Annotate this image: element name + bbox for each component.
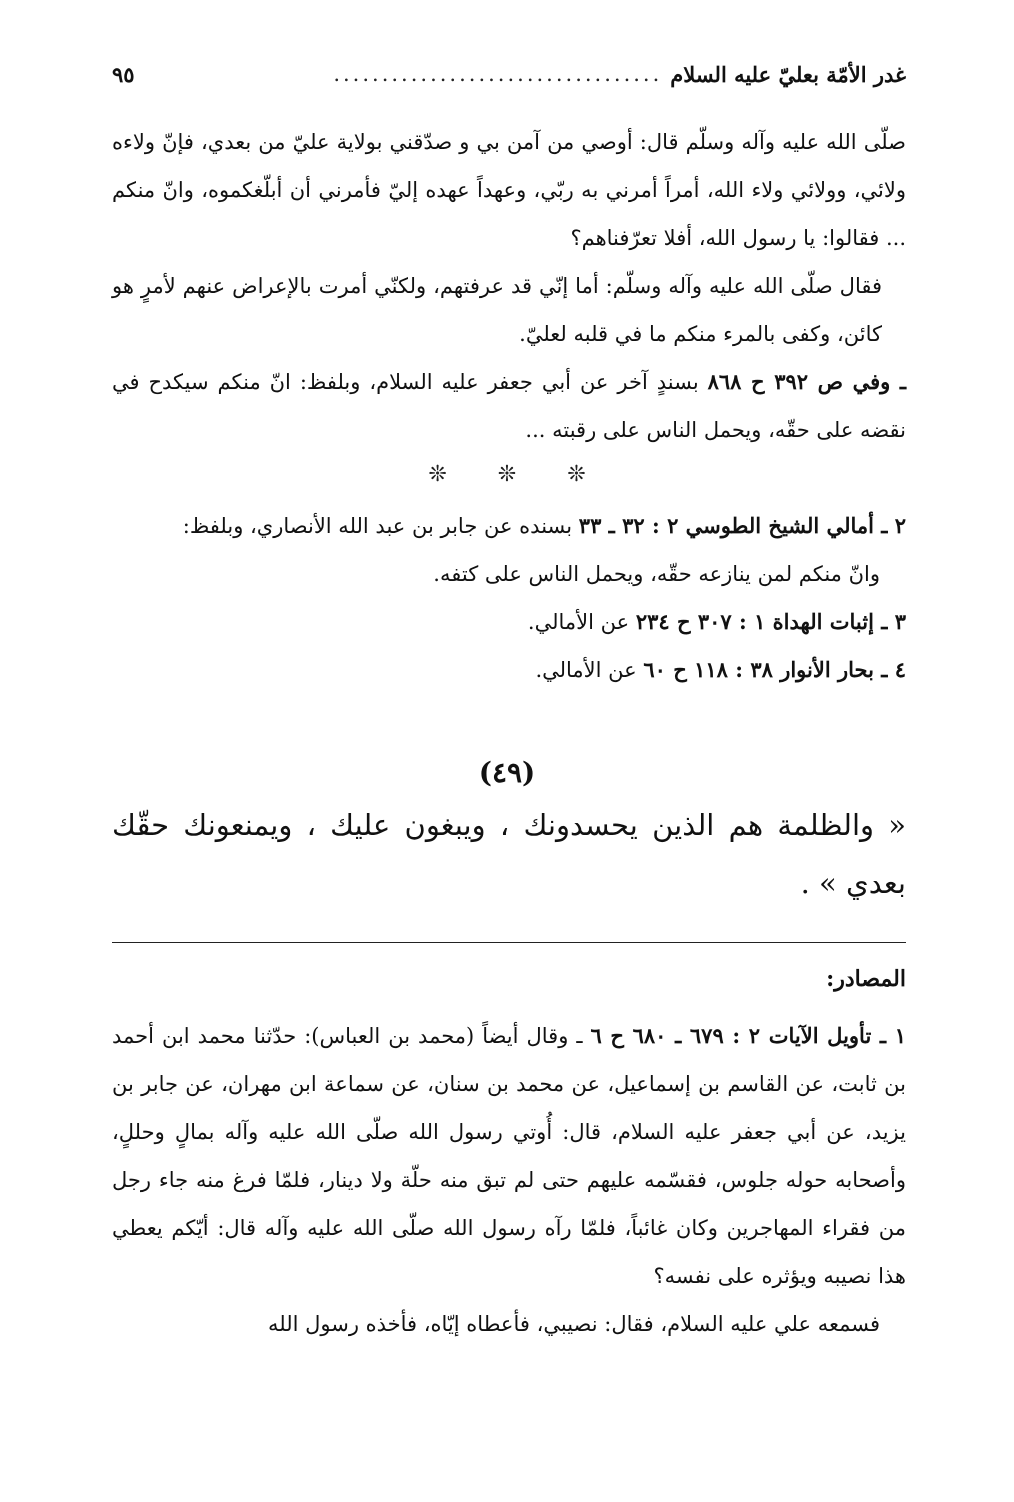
- page-header: [112, 56, 906, 92]
- source-bold: ١ ـ تأويل الآيات ٢ : ٦٧٩ ـ ٦٨٠ ح ٦: [590, 1023, 907, 1048]
- source-item: [112, 1012, 906, 1300]
- section-divider-stars: [0, 462, 1014, 487]
- reference-item: [112, 646, 906, 694]
- paragraph: [112, 358, 906, 454]
- sources-list: [112, 1012, 906, 1348]
- reference-continuation: وانّ منكم لمن ينازعه حقّه، ويحمل الناس على كتفه.: [433, 562, 880, 586]
- reference-text: عن الأمالي.: [527, 610, 636, 634]
- footnote-separator: [112, 942, 906, 943]
- asterism-icon: ❊: [567, 462, 586, 487]
- references-list: [112, 502, 906, 694]
- paragraph: فقال صلّى الله عليه وآله وسلّم: أما إنّي قد عرفتهم، ولكنّي أمرت بالإعراض عنهم لأمرٍ هو كائن، وكفى بالمرء منكم ما في قلبه لعليّ.: [112, 274, 882, 346]
- running-title: غدر الأمّة بعليّ عليه السلام: [670, 61, 906, 87]
- reference-bold: ٤ ـ بحار الأنوار ٣٨ : ١١٨ ح ٦٠: [643, 657, 906, 682]
- header-dot-leader: ..................................: [333, 62, 663, 86]
- hadith-number: (٤٩): [478, 756, 536, 789]
- reference-text: عن الأمالي.: [535, 658, 644, 682]
- page-number: ٩٥: [112, 61, 135, 87]
- reference-bold: ٣ ـ إثبات الهداة ١ : ٣٠٧ ح ٢٣٤: [635, 609, 906, 634]
- citation-bold: ـ وفي ص ٣٩٢ ح ٨٦٨: [707, 369, 906, 394]
- sources-heading: المصادر:: [826, 966, 906, 992]
- reference-item: [112, 598, 906, 646]
- reference-text: بسنده عن جابر بن عبد الله الأنصاري، وبلفظ:: [182, 514, 579, 538]
- asterism-icon: ❊: [497, 462, 517, 487]
- hadith-text: « والظلمة هم الذين يحسدونك ، ويبغون عليك ، ويمنعونك حقّك بعدي » .: [112, 808, 906, 900]
- source-text: ـ وقال أيضاً (محمد بن العباس): حدّثنا محمد ابن أحمد بن ثابت، عن القاسم بن إسماعيل، عن محمد بن سنان، عن سماعة ابن مهران، عن جابر بن يزيد، عن أبي جعفر عليه السلام، قال: أُوتي رسول الله صلّى الله عليه وآله بمالٍ وحللٍ، وأصحابه حوله جلوس، فقسّمه عليهم حتى لم تبق منه حلّة ولا دينار، فلمّا فرغ منه جاء رجل من فقراء المهاجرين وكان غائباً، فلمّا رآه رسول الله صلّى الله عليه وآله قال: أيّكم يعطي هذا نصيبه ويؤثره على نفسه؟: [112, 1024, 906, 1288]
- source-continuation: فسمعه علي عليه السلام، فقال: نصيبي، فأعطاه إيّاه، فأخذه رسول الله: [268, 1312, 880, 1336]
- paragraph: صلّى الله عليه وآله وسلّم قال: أوصي من آمن بي و صدّقني بولاية عليّ من بعدي، فإنّ ولاءه ولائي، وولائي ولاء الله، أمراً أمرني به ربّي، وعهداً عهده إليّ فأمرني أن أبلّغكموه، وانّ منكم ... فقالوا: يا رسول الله، أفلا تعرّفناهم؟: [112, 130, 906, 250]
- reference-item: [112, 502, 906, 550]
- continued-hadith-text: [112, 118, 906, 454]
- citation-text: بسندٍ آخر عن أبي جعفر عليه السلام، وبلفظ: انّ منكم سيكدح في نقضه على حقّه، ويحمل الناس على رقبته ...: [112, 370, 906, 442]
- asterism-icon: ❊: [428, 462, 447, 487]
- reference-bold: ٢ ـ أمالي الشيخ الطوسي ٢ : ٣٢ ـ ٣٣: [578, 513, 906, 538]
